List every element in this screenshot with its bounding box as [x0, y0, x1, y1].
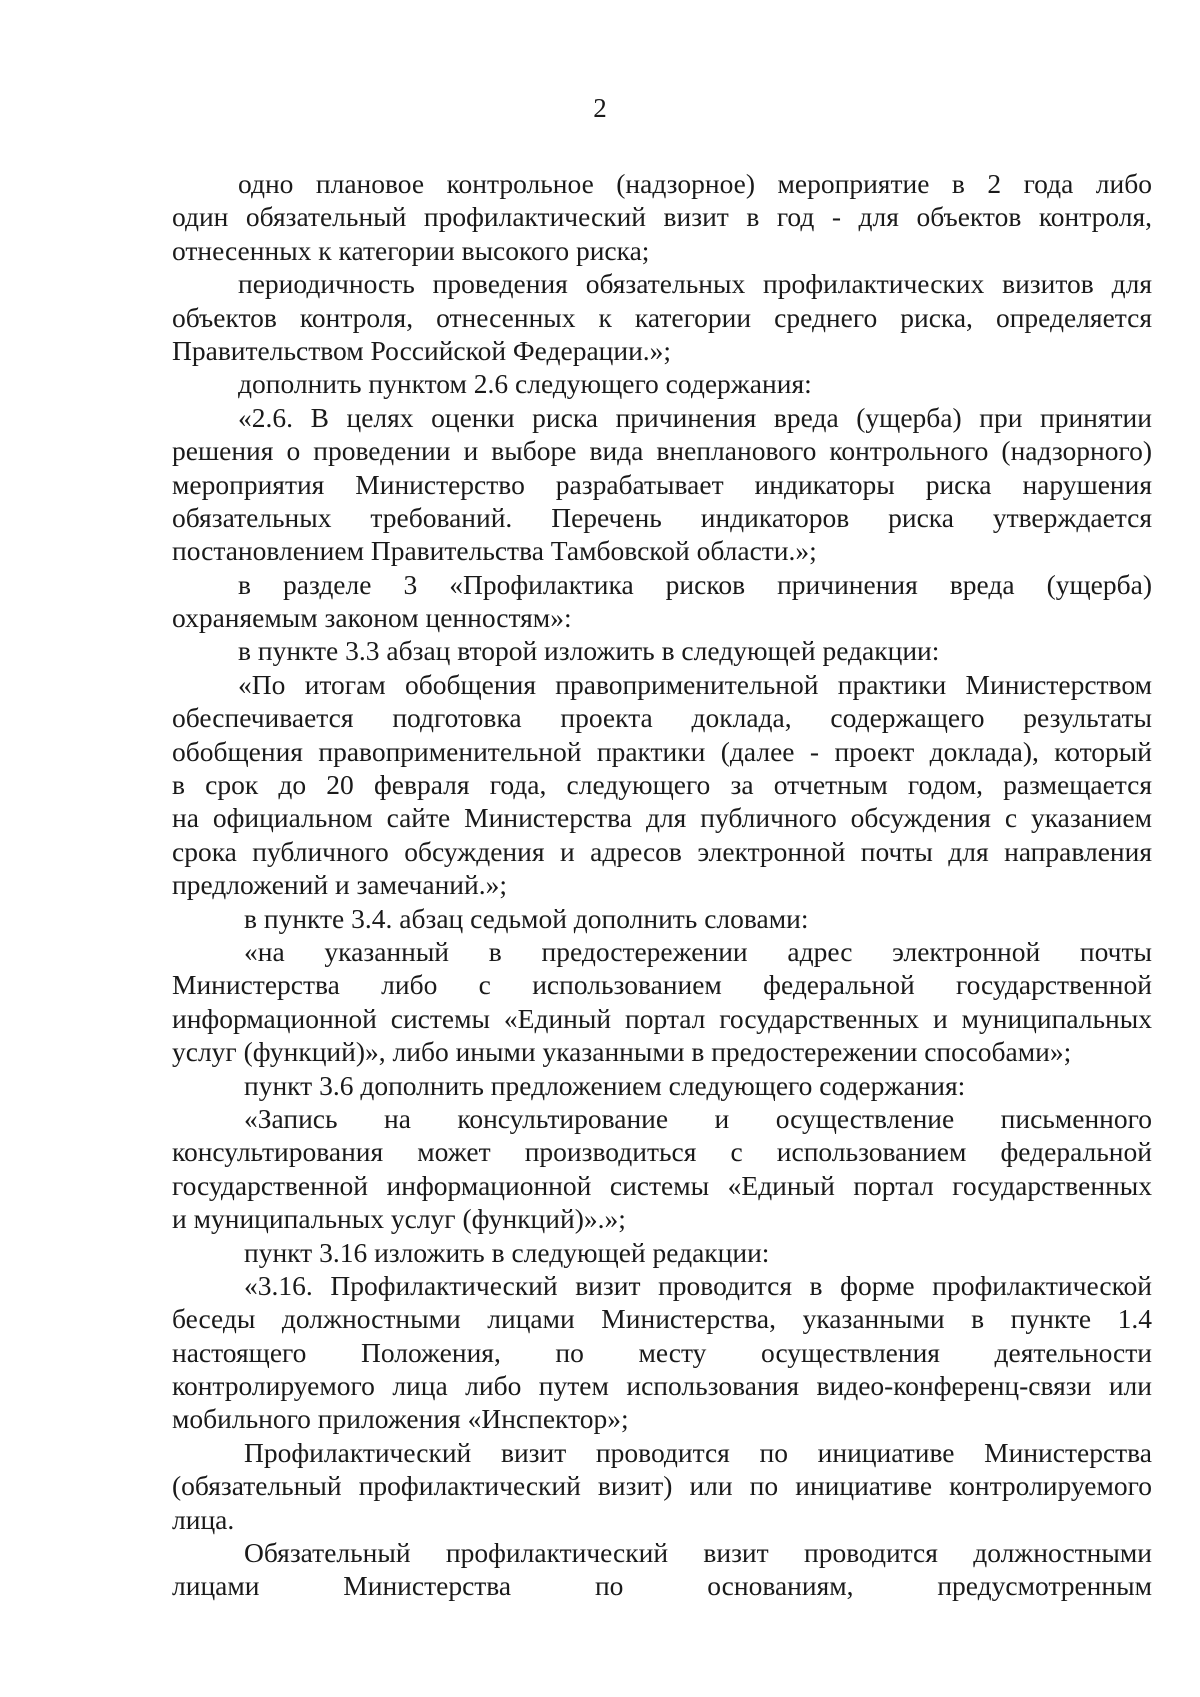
text-line: беседы должностными лицами Министерства, указанными в пункте 1.4	[172, 1303, 1152, 1335]
text-line: информационной системы «Единый портал государственных и муниципальных	[172, 1002, 1152, 1034]
text-line: постановлением Правительства Тамбовской области.»;	[172, 535, 817, 567]
text-line: Обязательный профилактический визит проводится должностными	[244, 1537, 1152, 1569]
text-line: контролируемого лица либо путем использования видео-конференц-связи или	[172, 1370, 1152, 1402]
text-line: лица.	[172, 1503, 235, 1535]
text-line: в пункте 3.3 абзац второй изложить в следующей редакции:	[238, 635, 940, 667]
text-line: объектов контроля, отнесенных к категории среднего риска, определяется	[172, 301, 1152, 333]
text-line: «По итогам обобщения правоприменительной практики Министерством	[238, 668, 1152, 700]
text-line: «на указанный в предостережении адрес электронной почты	[244, 935, 1152, 967]
text-line: одно плановое контрольное (надзорное) мероприятие в 2 года либо	[238, 168, 1152, 199]
text-line: охраняемым законом ценностям»:	[172, 602, 572, 634]
text-line: мобильного приложения «Инспектор»;	[172, 1403, 629, 1435]
text-line: один обязательный профилактический визит в год - для объектов контроля,	[172, 201, 1152, 233]
text-line: в разделе 3 «Профилактика рисков причинения вреда (ущерба)	[238, 568, 1152, 600]
text-line: услуг (функций)», либо иными указанными в предостережении способами»;	[172, 1036, 1072, 1068]
text-line: обязательных требований. Перечень индикаторов риска утверждается	[172, 501, 1152, 533]
text-line: (обязательный профилактический визит) или по инициативе контролируемого	[172, 1470, 1152, 1502]
text-line: периодичность проведения обязательных профилактических визитов для	[238, 268, 1152, 300]
text-line: «3.16. Профилактический визит проводится в форме профилактической	[244, 1269, 1152, 1301]
page-number: 2	[593, 93, 607, 123]
text-line: обеспечивается подготовка проекта доклада, содержащего результаты	[172, 702, 1152, 734]
text-line: «Запись на консультирование и осуществление письменного	[244, 1102, 1152, 1134]
text-line: и муниципальных услуг (функций)».»;	[172, 1203, 626, 1235]
text-line: Министерства либо с использованием федеральной государственной	[172, 969, 1152, 1001]
text-line: мероприятия Министерство разрабатывает индикаторы риска нарушения	[172, 468, 1152, 500]
text-line: в срок до 20 февраля года, следующего за отчетным годом, размещается	[172, 769, 1152, 801]
text-line: «2.6. В целях оценки риска причинения вреда (ущерба) при принятии	[238, 401, 1152, 433]
text-line: консультирования может производиться с использованием федеральной	[172, 1136, 1152, 1168]
text-line: Правительством Российской Федерации.»;	[172, 334, 672, 366]
text-line: решения о проведении и выборе вида внепланового контрольного (надзорного)	[172, 435, 1152, 467]
text-line: дополнить пунктом 2.6 следующего содержания:	[238, 368, 812, 400]
text-line: срока публичного обсуждения и адресов электронной почты для направления	[172, 835, 1152, 867]
text-line: предложений и замечаний.»;	[172, 869, 507, 901]
text-line: пункт 3.6 дополнить предложением следующего содержания:	[244, 1069, 966, 1101]
text-line: на официальном сайте Министерства для публичного обсуждения с указанием	[172, 802, 1152, 834]
document-body	[172, 167, 1152, 1603]
text-line: настоящего Положения, по месту осуществления деятельности	[172, 1336, 1152, 1368]
text-line: пункт 3.16 изложить в следующей редакции:	[244, 1236, 770, 1268]
text-line: в пункте 3.4. абзац седьмой дополнить словами:	[244, 902, 809, 934]
text-line: отнесенных к категории высокого риска;	[172, 234, 650, 266]
text-line: обобщения правоприменительной практики (далее - проект доклада), который	[172, 735, 1152, 767]
text-line: государственной информационной системы «Единый портал государственных	[172, 1169, 1152, 1201]
text-line: Профилактический визит проводится по инициативе Министерства	[244, 1436, 1152, 1468]
text-line: лицами Министерства по основаниям, предусмотренным	[172, 1570, 1152, 1602]
